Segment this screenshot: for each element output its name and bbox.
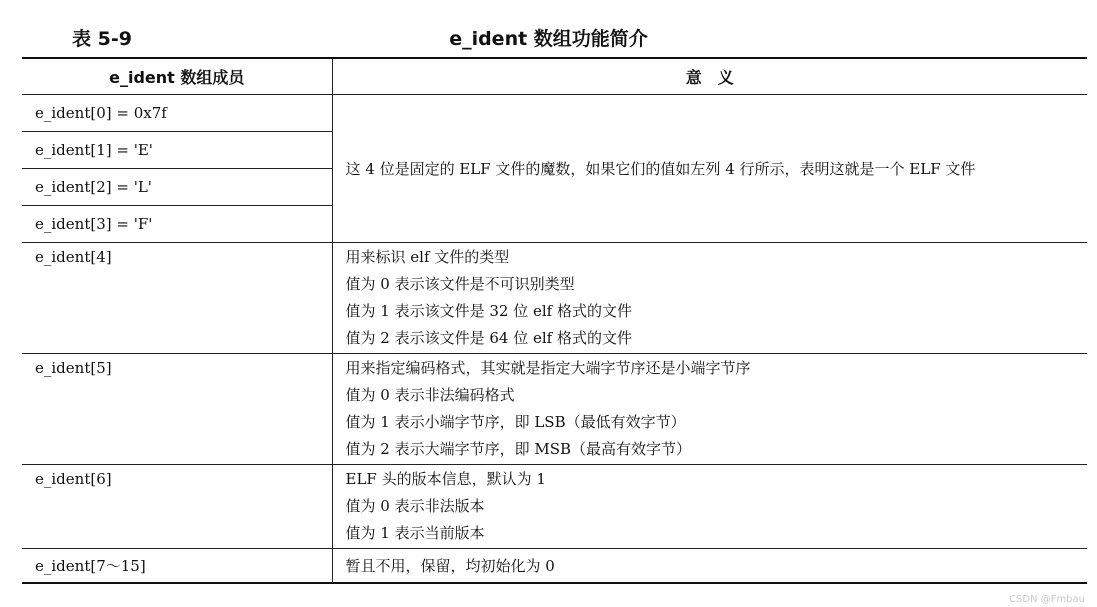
member-cell: e_ident[5] <box>22 354 332 465</box>
meaning-line: 值为 1 表示该文件是 32 位 elf 格式的文件 <box>345 302 632 320</box>
meaning-line: 值为 1 表示小端字节序，即 LSB（最低有效字节） <box>345 413 686 431</box>
member-cell: e_ident[3] = 'F' <box>22 206 332 243</box>
member-cell: e_ident[4] <box>22 243 332 354</box>
meaning-cell <box>332 465 1087 549</box>
magic-description-cell: 这 4 位是固定的 ELF 文件的魔数，如果它们的值如左列 4 行所示，表明这就是一个 ELF 文件 <box>332 95 1087 243</box>
e-ident-table <box>22 57 1087 584</box>
column-header-meaning: 意 义 <box>332 58 1087 95</box>
member-cell: e_ident[1] = 'E' <box>22 132 332 169</box>
meaning-line: 值为 1 表示当前版本 <box>345 524 485 542</box>
watermark: CSDN @Fmbau <box>1009 594 1085 605</box>
table-title: e_ident 数组功能简介 <box>449 28 648 50</box>
table-row <box>22 243 1087 354</box>
member-cell: e_ident[0] = 0x7f <box>22 95 332 132</box>
meaning-line: 值为 2 表示该文件是 64 位 elf 格式的文件 <box>345 329 632 347</box>
meaning-cell <box>332 354 1087 465</box>
meaning-line: 值为 0 表示非法编码格式 <box>345 386 515 404</box>
table-row <box>22 549 1087 584</box>
meaning-line: 值为 0 表示非法版本 <box>345 497 485 515</box>
table-row <box>22 354 1087 465</box>
member-cell: e_ident[2] = 'L' <box>22 169 332 206</box>
meaning-cell <box>332 243 1087 354</box>
member-cell: e_ident[7～15] <box>22 549 332 584</box>
column-header-member: e_ident 数组成员 <box>22 58 332 95</box>
meaning-line: ELF 头的版本信息，默认为 1 <box>345 470 546 488</box>
meaning-line: 用来指定编码格式，其实就是指定大端字节序还是小端字节序 <box>345 359 751 377</box>
table-number: 表 5-9 <box>72 28 132 50</box>
table-header-row <box>22 58 1087 95</box>
meaning-line: 值为 2 表示大端字节序，即 MSB（最高有效字节） <box>345 440 692 458</box>
meaning-cell: 暂且不用，保留，均初始化为 0 <box>345 557 555 575</box>
meaning-line: 值为 0 表示该文件是不可识别类型 <box>345 275 575 293</box>
meaning-line: 用来标识 elf 文件的类型 <box>345 248 510 266</box>
table-row <box>22 95 1087 132</box>
table-row <box>22 465 1087 549</box>
member-cell: e_ident[6] <box>22 465 332 549</box>
